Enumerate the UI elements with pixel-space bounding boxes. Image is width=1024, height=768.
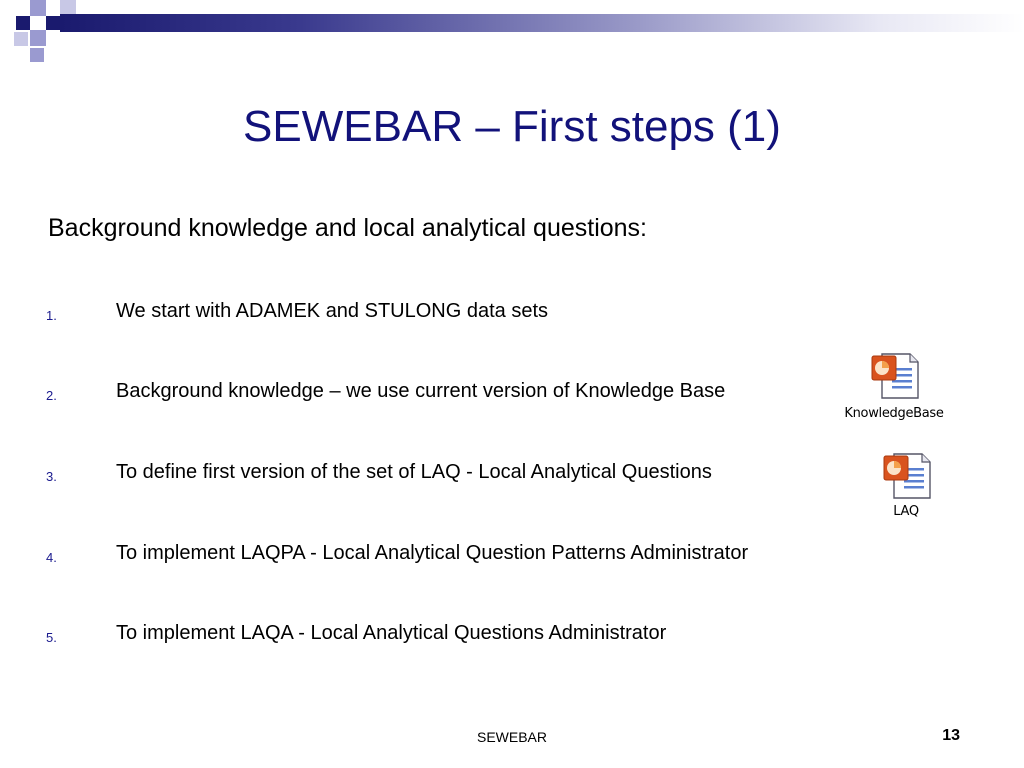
list-item — [0, 622, 860, 652]
list-item-number: 4. — [46, 550, 57, 565]
slide-title: SEWEBAR – First steps (1) — [243, 102, 781, 151]
list-item-text: To implement LAQPA - Local Analytical Question Patterns Administrator — [116, 542, 749, 564]
header-gradient-bar — [60, 14, 1024, 32]
corner-square-decoration — [46, 16, 60, 30]
laq-file-label: LAQ — [893, 504, 919, 519]
list-item — [0, 380, 860, 410]
corner-square-decoration — [60, 0, 76, 14]
powerpoint-file-icon — [882, 452, 932, 500]
page-number: 13 — [942, 727, 960, 744]
list-item-text: To define first version of the set of LAQ - Local Analytical Questions — [116, 461, 712, 483]
list-item — [0, 300, 860, 330]
list-item-number: 2. — [46, 388, 57, 403]
corner-square-decoration — [16, 16, 30, 30]
list-item-number: 1. — [46, 308, 57, 323]
list-item-number: 5. — [46, 630, 57, 645]
laq-file-link[interactable] — [846, 450, 966, 530]
list-item-text: We start with ADAMEK and STULONG data sets — [116, 300, 549, 322]
footer-text: SEWEBAR — [476, 729, 547, 745]
list-item-number: 3. — [46, 469, 57, 484]
list-item — [0, 542, 860, 572]
list-item-text: Background knowledge – we use current version of Knowledge Base — [116, 380, 726, 402]
list-item-text: To implement LAQA - Local Analytical Questions Administrator — [116, 622, 667, 644]
corner-square-decoration — [30, 0, 46, 16]
corner-square-decoration — [14, 32, 28, 46]
slide-subtitle: Background knowledge and local analytical questions: — [48, 214, 647, 242]
powerpoint-file-icon — [870, 352, 920, 400]
knowledgebase-file-label: KnowledgeBase — [844, 406, 944, 421]
corner-square-decoration — [30, 30, 46, 46]
list-item — [0, 461, 860, 491]
corner-square-decoration — [30, 48, 44, 62]
knowledgebase-file-link[interactable] — [834, 350, 954, 430]
